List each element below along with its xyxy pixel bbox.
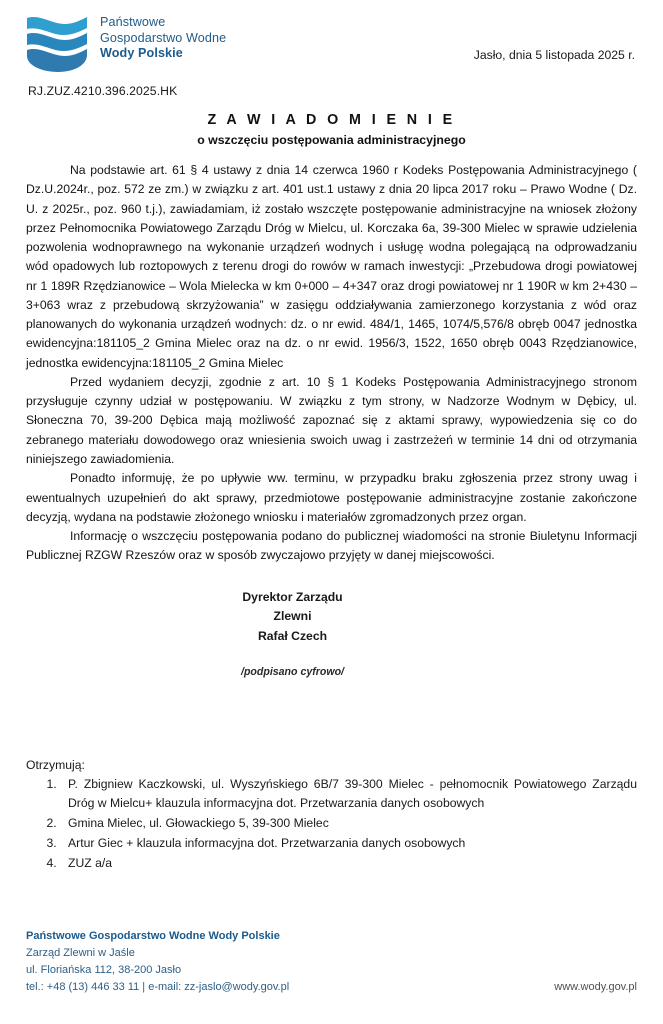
digital-signature-note: /podpisano cyfrowo/	[241, 665, 344, 678]
footer-rows	[26, 928, 637, 996]
list-item: 4. ZUZ a/a	[60, 854, 637, 873]
recipients-section	[26, 758, 637, 874]
organization-brand	[26, 14, 637, 73]
body-paragraph-1: Na podstawie art. 61 § 4 ustawy z dnia 14 czerwca 1960 r Kodeks Postępowania Administracyjnego ( Dz.U.2024r., poz. 572 ze zm.) w związku z art. 401 ust.1 ustawy z dnia 20 lipca 2017 roku – Prawo Wodne ( Dz. U. z 2025r., poz. 960 t.j.), zawiadamiam, iż zostało wszczęte postępowanie administracyjne na wniosek złożony przez Pełnomocnika Powiatowego Zarządu Dróg w Mielcu, ul. Korczaka 6a, 39-300 Mielec w sprawie udzielenia pozwolenia wodnoprawnego na wykonanie urządzeń wodnych i usługę wodna polegającą na odprowadzaniu wód opadowych lub roztopowych z terenu drogi do rowów w ramach inwestycji: „Przebudowa drogi powiatowej nr 1 189R Rzędzianowice – Wola Mielecka w km 0+000 – 4+347 oraz drogi powiatowej nr 1 190R w km 2+430 – 3+063 wraz z przebudową skrzyżowania” w zasięgu oddziaływania zamierzonego korzystania z wód oraz planowanych do wykonania urządzeń wodnych: dz. o nr ewid. 484/1, 1465, 1074/5,576/8 obręb 0047 jednostka ewidencyjna:181105_2 Gmina Mielec oraz na dz. o nr ewid. 1956/3, 1522, 1650 obręb 0043 Rzędzianowice, jednostka ewidencyjna:181105_2 Gmina Mielec	[26, 163, 637, 370]
place-and-date: Jasło, dnia 5 listopada 2025 r.	[473, 48, 635, 62]
title-block	[0, 112, 663, 147]
list-item: 1. P. Zbigniew Kaczkowski, ul. Wyszyńskiego 6B/7 39-300 Mielec - pełnomocnik Powiatowego Zarządu Dróg w Mielcu+ klauzula informacyjna dot. Przetwarzania danych osobowych	[60, 775, 637, 813]
signatory-name: Rafał Czech	[257, 629, 328, 644]
brand-line-1: Państwowe	[100, 15, 166, 29]
list-item: 2. Gmina Mielec, ul. Głowackiego 5, 39-300 Mielec	[60, 814, 637, 833]
list-item: 3. Artur Giec + klauzula informacyjna dot. Przetwarzania danych osobowych	[60, 834, 637, 853]
recipients-heading: Otrzymują:	[26, 758, 85, 772]
page-title: Z A W I A D O M I E N I E	[207, 112, 456, 128]
wody-polskie-waves-logo-icon	[26, 15, 89, 73]
body-paragraph-2: Przed wydaniem decyzji, zgodnie z art. 10 § 1 Kodeks Postępowania Administracyjnego stronom przysługuje czynny udział w postępowaniu. W związku z tym strony, w Nadzorze Wodnym w Dębicy, ul. Słoneczna 70, 39-200 Dębica mają możliwość zapoznać się z aktami sprawy, wypowiedzenia się co do zebranego materiału dowodowego oraz wniesienia swoich uwag i zastrzeżeń w terminie 14 dni od otrzymania niniejszego zawiadomienia.	[26, 374, 637, 466]
document-body	[26, 161, 637, 566]
body-paragraph-4: Informację o wszczęciu postępowania podano do publicznej wiadomości na stronie Biuletynu Informacji Publicznej RZGW Rzeszów oraz w sposób zwyczajowo przyjęty w danej miejscowości.	[26, 529, 637, 563]
brand-text-block	[100, 14, 226, 62]
brand-line-2: Gospodarstwo Wodne	[100, 30, 227, 45]
signatory-role-line-1: Dyrektor Zarządu	[242, 589, 343, 604]
footer-unit: Zarząd Zlewni w Jaśle	[26, 946, 135, 959]
body-paragraph-3: Ponadto informuję, że po upływie ww. terminu, w przypadku braku zgłoszenia przez strony uwag i ewentualnych uzupełnień do akt sprawy, przedmiotowe postępowanie administracyjne zostanie zakończone decyzją, wydana na podstawie złożonego wniosku i materiałów zgromadzonych przez organ.	[26, 471, 637, 524]
signatory-role-line-2: Zlewni	[273, 609, 312, 624]
page-subtitle: o wszczęciu postępowania administracyjnego	[197, 133, 466, 147]
footer-website: www.wody.gov.pl	[554, 980, 637, 993]
brand-line-3: Wody Polskie	[100, 46, 183, 61]
footer-address: ul. Floriańska 112, 38-200 Jasło	[26, 963, 182, 976]
reference-number: RJ.ZUZ.4210.396.2025.HK	[28, 84, 178, 98]
recipients-list	[26, 775, 637, 873]
signature-block	[0, 588, 585, 681]
document-header	[0, 0, 663, 74]
document-footer	[26, 928, 637, 996]
footer-contact: tel.: +48 (13) 446 33 11 | e-mail: zz-jaslo@wody.gov.pl	[26, 980, 290, 993]
footer-organization: Państwowe Gospodarstwo Wodne Wody Polskie	[26, 929, 280, 942]
